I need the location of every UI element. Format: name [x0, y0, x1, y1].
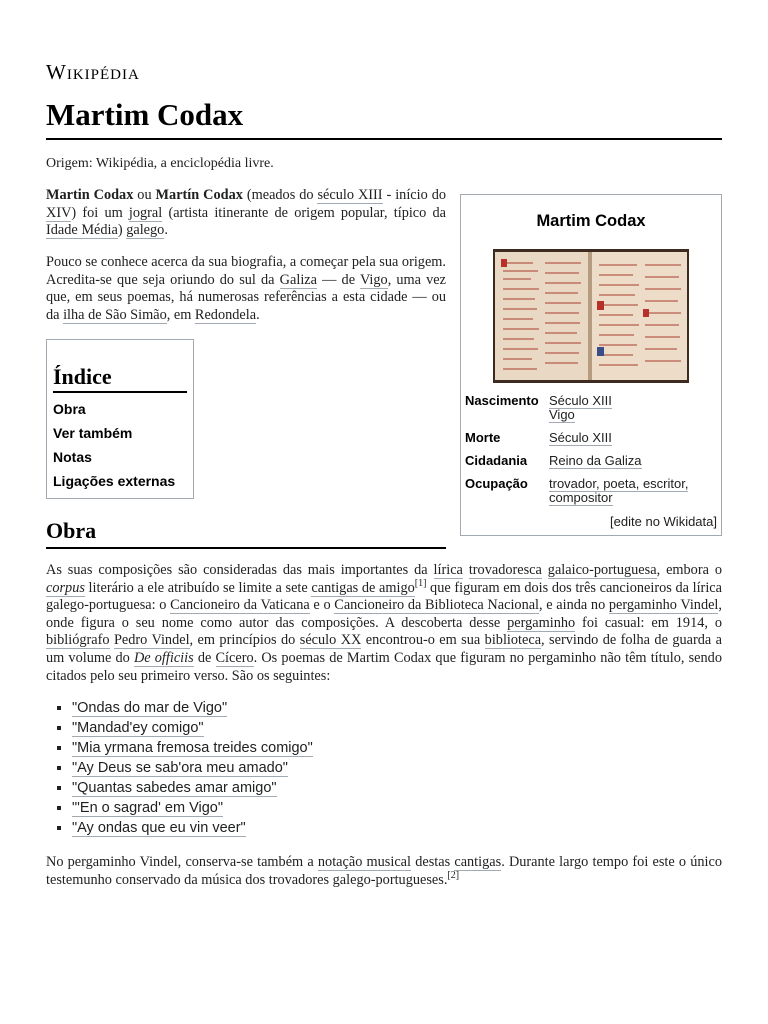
text: ) foi um	[71, 204, 129, 221]
infobox-row-ocupacao	[465, 477, 719, 505]
link-idade-media[interactable]: Idade Média	[46, 222, 118, 239]
page-title: Martim Codax	[46, 96, 722, 140]
text: )	[117, 222, 127, 239]
text: foi casual: em 1914, o	[575, 614, 722, 631]
text: No pergaminho Vindel, conserva-se também a	[46, 854, 318, 870]
text: (artista itinerante de origem popular, típico da	[162, 204, 446, 221]
link-cantigas[interactable]: cantigas	[454, 854, 502, 870]
intro-paragraph-2	[46, 254, 446, 324]
list-item[interactable]	[72, 758, 313, 778]
link-redondela[interactable]: Redondela	[194, 306, 257, 323]
section-heading-obra: Obra	[46, 518, 446, 549]
infobox-key: Ocupação	[465, 476, 528, 491]
infobox-value-link[interactable]	[549, 454, 719, 468]
poem-link[interactable]: "Mia yrmana fremosa treides comigo"	[72, 740, 313, 756]
poem-link[interactable]: "'En o sagrad' em Vigo"	[72, 800, 223, 816]
link-vigo[interactable]: Vigo	[359, 271, 388, 288]
text: As suas composições são consideradas das mais importantes da	[46, 562, 434, 578]
reference-2[interactable]: [2]	[447, 869, 460, 881]
wikipedia-logo[interactable]: Wikipédia	[46, 60, 140, 84]
link-occupations[interactable]: trovador, poeta, escritor,	[549, 476, 689, 491]
infobox-value-link[interactable]	[549, 394, 719, 408]
link-galego[interactable]: galego	[126, 222, 165, 239]
link-cancioneiro-vaticana[interactable]: Cancioneiro da Vaticana	[170, 597, 310, 614]
infobox-value-link[interactable]	[549, 408, 719, 422]
list-item[interactable]	[72, 738, 313, 758]
poem-list	[52, 698, 313, 838]
text: Pouco se conhece acerca da sua biografia, a começar pela sua origem. Acredita-se que seja oriundo do sul da	[46, 254, 446, 288]
link-trovadoresca[interactable]: trovadoresca	[468, 562, 542, 578]
poem-link[interactable]: "Mandad'ey comigo"	[72, 720, 204, 736]
text: de	[193, 649, 216, 666]
link-cantigas-de-amigo[interactable]: cantigas de amigo	[311, 579, 415, 596]
list-item[interactable]	[72, 718, 313, 738]
infobox-value-link[interactable]	[549, 431, 719, 445]
poem-link[interactable]: "Ay Deus se sab'ora meu amado"	[72, 760, 288, 776]
infobox-row-nascimento	[465, 394, 719, 422]
text: (meados do	[242, 187, 318, 203]
list-item[interactable]	[72, 818, 313, 838]
link-galiza[interactable]: Galiza	[279, 271, 317, 288]
link-pedro-vindel[interactable]: Pedro Vindel	[113, 632, 190, 649]
toc-item-obra[interactable]: Obra	[53, 401, 86, 417]
toc-item-ver-tambem[interactable]: Ver também	[53, 425, 133, 441]
link-cancioneiro-biblioteca-nacional[interactable]: Cancioneiro da Biblioteca Nacional	[334, 597, 540, 614]
link-seculo-xiii[interactable]: Século XIII	[549, 430, 612, 445]
toc-list	[53, 401, 193, 497]
link-reino-da-galiza[interactable]: Reino da Galiza	[549, 453, 642, 468]
link-pergaminho[interactable]: pergaminho	[507, 614, 576, 631]
text: , servindo de folha de guarda a um volume do	[46, 632, 722, 666]
text: , onde figura o seu nome como autor das composições. A descoberta desse	[46, 597, 722, 631]
origin-note: Origem: Wikipédia, a enciclopédia livre.	[46, 156, 274, 171]
link-de-officiis[interactable]: De officiis	[133, 649, 194, 666]
infobox-row-cidadania	[465, 454, 719, 468]
link-bibliografo[interactable]: bibliógrafo	[46, 632, 110, 649]
text: ou	[133, 187, 156, 203]
link-jogral[interactable]: jogral	[128, 204, 163, 221]
link-compositor[interactable]: compositor	[549, 490, 613, 505]
link-corpus[interactable]: corpus	[46, 579, 85, 596]
infobox	[460, 194, 722, 536]
infobox-key: Cidadania	[465, 453, 528, 468]
toc-item-notas[interactable]: Notas	[53, 449, 92, 465]
reference-1[interactable]: [1]	[414, 577, 427, 589]
poem-link[interactable]: "Quantas sabedes amar amigo"	[72, 780, 277, 796]
poem-link[interactable]: "Ondas do mar de Vigo"	[72, 700, 228, 716]
text: , uma vez que, em seus poemas, há numerosas referências a esta cidade — ou da	[46, 271, 446, 323]
infobox-value-link[interactable]	[549, 477, 719, 491]
link-seculo-xiii[interactable]: Século XIII	[549, 393, 612, 408]
text: , em princípios do	[189, 632, 300, 649]
text: literário a ele atribuído se limite a sete	[84, 579, 312, 596]
link-pergaminho-vindel[interactable]: pergaminho Vindel	[608, 597, 719, 614]
text	[463, 562, 469, 578]
link-seculo-xiii[interactable]: século XIII	[317, 187, 383, 203]
text: encontrou-o em sua	[361, 632, 485, 649]
poem-link[interactable]: "Ay ondas que eu vin veer"	[72, 820, 246, 836]
list-item[interactable]	[72, 698, 313, 718]
link-vigo[interactable]: Vigo	[549, 407, 575, 422]
text: .	[256, 306, 260, 323]
link-xiv[interactable]: XIV	[46, 204, 72, 221]
link-lirica[interactable]: lírica	[433, 562, 463, 578]
obra-paragraph	[46, 562, 722, 685]
text: — de	[316, 271, 360, 288]
link-seculo-xx[interactable]: século XX	[299, 632, 362, 649]
infobox-key: Nascimento	[465, 393, 539, 408]
infobox-key: Morte	[465, 430, 501, 445]
infobox-title: Martim Codax	[536, 212, 646, 230]
link-galaico-portuguesa[interactable]: galaico-portuguesa	[547, 562, 657, 578]
text: - início do	[382, 187, 447, 203]
text: , e ainda no	[539, 597, 609, 614]
text: . Os poemas de Martim Codax que figuram no pergaminho não têm título, sendo citados pelo seu primeiro verso. São os seguintes:	[46, 649, 722, 684]
text: destas	[411, 854, 455, 870]
music-paragraph	[46, 854, 722, 889]
text	[542, 562, 548, 578]
intro-paragraph-1	[46, 187, 446, 240]
link-biblioteca[interactable]: biblioteca	[484, 632, 542, 649]
manuscript-image[interactable]	[493, 249, 689, 383]
link-notacao-musical[interactable]: notação musical	[317, 854, 412, 870]
infobox-row-morte	[465, 431, 719, 445]
link-ilha-sao-simao[interactable]: ilha de São Simão	[63, 306, 167, 323]
infobox-value-link[interactable]	[549, 491, 719, 505]
text: .	[164, 222, 168, 239]
subject-name: Martin Codax	[46, 187, 134, 203]
edit-wikidata-link[interactable]: [edite no Wikidata]	[610, 514, 717, 529]
list-item[interactable]	[72, 798, 313, 818]
text: , embora o	[656, 562, 722, 578]
table-of-contents	[46, 339, 194, 499]
text: . Durante largo tempo foi este o único testemunho conservado da música dos trovadores galego-portugueses.	[46, 854, 723, 888]
toc-title: Índice	[53, 364, 187, 393]
link-cicero[interactable]: Cícero	[215, 649, 254, 666]
text: e o	[309, 597, 335, 614]
subject-name-alt: Martín Codax	[155, 187, 243, 203]
list-item[interactable]	[72, 778, 313, 798]
infobox-rows	[465, 394, 719, 514]
toc-item-ligacoes-externas[interactable]: Ligações externas	[53, 473, 176, 489]
text: , em	[166, 306, 195, 323]
text: que figuram em dois dos três cancioneiros da lírica galego-portuguesa: o	[46, 579, 722, 614]
